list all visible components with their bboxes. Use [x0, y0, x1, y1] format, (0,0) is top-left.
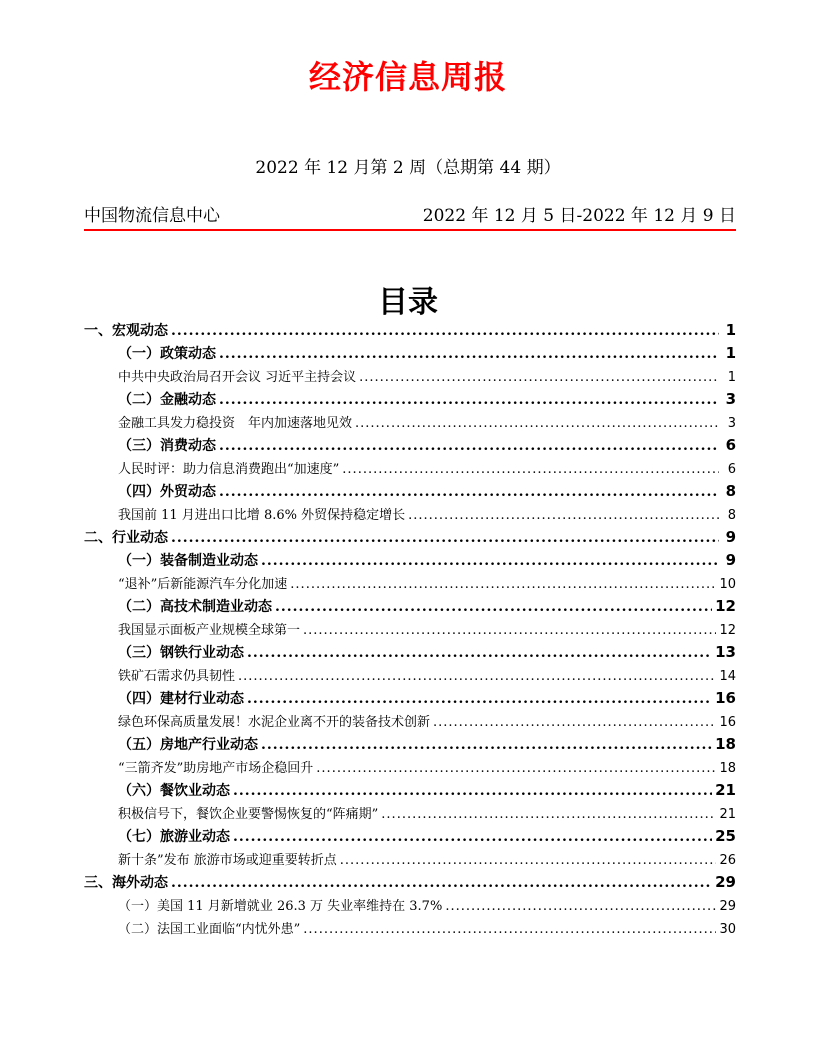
toc-dot-leader — [433, 715, 716, 730]
info-bar — [84, 201, 736, 231]
toc-entry-text: “三箭齐发”助房地产市场企稳回升 — [118, 761, 314, 776]
toc-entry[interactable] — [84, 435, 736, 458]
toc-entry[interactable] — [84, 665, 736, 688]
toc-page-number: 6 — [727, 462, 736, 477]
masthead-title: 经济信息周报 — [308, 58, 507, 96]
toc-dot-leader — [247, 691, 712, 707]
toc-page-number: 14 — [719, 669, 736, 684]
toc-entry[interactable] — [84, 711, 736, 734]
toc-entry-text: （四）外贸动态 — [118, 484, 216, 500]
toc-page-number: 18 — [715, 735, 736, 753]
toc-entry-text: “退补”后新能源汽车分化加速 — [118, 577, 288, 592]
toc-page-number: 30 — [719, 922, 736, 937]
toc-entry[interactable] — [84, 849, 736, 872]
toc-entry[interactable] — [84, 757, 736, 780]
toc-entry-text: 我国前 11 月进出口比增 8.6% 外贸保持稳定增长 — [118, 508, 406, 523]
toc-page-number: 21 — [719, 807, 736, 822]
toc-entry[interactable] — [84, 366, 736, 389]
toc-page-number: 12 — [719, 623, 736, 638]
toc-entry-text: 我国显示面板产业规模全球第一 — [118, 623, 301, 638]
toc-dot-leader — [261, 553, 719, 569]
toc-dot-leader — [233, 783, 712, 799]
toc-entry-text: 积极信号下，餐饮企业要警惕恢复的“阵痛期” — [118, 807, 379, 822]
toc-entry-text: 中共中央政治局召开会议 习近平主持会议 — [118, 370, 357, 385]
toc-entry[interactable] — [84, 642, 736, 665]
toc-dot-leader — [408, 508, 719, 523]
toc-dot-leader — [355, 416, 719, 431]
toc-page-number: 1 — [727, 370, 736, 385]
toc-page-number: 10 — [719, 577, 736, 592]
toc-title: 目录 — [378, 285, 438, 320]
toc-entry-text: （四）建材行业动态 — [118, 691, 244, 707]
toc-page-number: 25 — [715, 827, 736, 845]
toc-entry[interactable] — [84, 389, 736, 412]
toc-dot-leader — [219, 438, 719, 454]
toc-entry[interactable] — [84, 573, 736, 596]
toc-entry-text: （一）装备制造业动态 — [118, 553, 258, 569]
publisher-name: 中国物流信息中心 — [84, 206, 220, 226]
toc-entry[interactable] — [84, 596, 736, 619]
toc-page-number: 3 — [725, 390, 736, 408]
toc-entry[interactable] — [84, 895, 736, 918]
table-of-contents — [84, 320, 736, 941]
toc-entry-text: （七）旅游业动态 — [118, 829, 230, 845]
toc-entry-text: 三、海外动态 — [84, 875, 168, 891]
toc-entry[interactable] — [84, 343, 736, 366]
toc-page-number: 8 — [727, 508, 736, 523]
toc-dot-leader — [381, 807, 716, 822]
toc-entry-text: （五）房地产行业动态 — [118, 737, 258, 753]
toc-entry[interactable] — [84, 550, 736, 573]
toc-entry[interactable] — [84, 481, 736, 504]
toc-dot-leader — [219, 392, 719, 408]
toc-page-number: 29 — [715, 873, 736, 891]
toc-dot-leader — [219, 484, 719, 500]
toc-dot-leader — [290, 577, 716, 592]
toc-dot-leader — [219, 346, 719, 362]
toc-entry-text: 一、宏观动态 — [84, 323, 168, 339]
toc-entry-text: （二）高技术制造业动态 — [118, 599, 272, 615]
toc-dot-leader — [238, 669, 716, 684]
toc-dot-leader — [342, 462, 719, 477]
toc-page-number: 16 — [715, 689, 736, 707]
toc-page-number: 16 — [719, 715, 736, 730]
toc-page-number: 13 — [715, 643, 736, 661]
toc-page-number: 8 — [725, 482, 736, 500]
toc-page-number: 9 — [725, 528, 736, 546]
toc-entry-text: （三）钢铁行业动态 — [118, 645, 244, 661]
toc-page-number: 1 — [725, 344, 736, 362]
toc-entry[interactable] — [84, 872, 736, 895]
toc-dot-leader — [171, 323, 719, 339]
toc-dot-leader — [171, 530, 719, 546]
toc-page-number: 12 — [715, 597, 736, 615]
toc-dot-leader — [303, 623, 716, 638]
toc-entry-text: 人民时评：助力信息消费跑出“加速度” — [118, 462, 340, 477]
toc-entry[interactable] — [84, 780, 736, 803]
issue-label: 2022 年 12 月第 2 周（总期第 44 期） — [255, 158, 561, 178]
toc-page-number: 1 — [725, 321, 736, 339]
toc-entry[interactable] — [84, 688, 736, 711]
toc-dot-leader — [303, 922, 716, 937]
toc-entry-text: （二）金融动态 — [118, 392, 216, 408]
toc-dot-leader — [233, 829, 712, 845]
toc-entry[interactable] — [84, 619, 736, 642]
toc-entry-text: 新十条”发布 旅游市场或迎重要转折点 — [118, 853, 337, 868]
toc-page-number: 29 — [719, 899, 736, 914]
toc-page-number: 3 — [727, 416, 736, 431]
toc-dot-leader — [171, 875, 712, 891]
toc-entry[interactable] — [84, 826, 736, 849]
toc-entry[interactable] — [84, 918, 736, 941]
toc-page-number: 9 — [725, 551, 736, 569]
toc-entry-text: （二）法国工业面临“内忧外患” — [118, 922, 301, 937]
toc-entry[interactable] — [84, 412, 736, 435]
toc-page-number: 26 — [719, 853, 736, 868]
toc-entry-text: （一）美国 11 月新增就业 26.3 万 失业率维持在 3.7% — [118, 899, 443, 914]
toc-entry[interactable] — [84, 734, 736, 757]
toc-dot-leader — [340, 853, 717, 868]
toc-entry[interactable] — [84, 803, 736, 826]
toc-dot-leader — [359, 370, 719, 385]
toc-entry-text: （六）餐饮业动态 — [118, 783, 230, 799]
toc-entry-text: 二、行业动态 — [84, 530, 168, 546]
toc-dot-leader — [275, 599, 712, 615]
toc-entry[interactable] — [84, 504, 736, 527]
toc-entry-text: （一）政策动态 — [118, 346, 216, 362]
toc-page-number: 18 — [719, 761, 736, 776]
toc-page-number: 6 — [725, 436, 736, 454]
toc-entry-text: 铁矿石需求仍具韧性 — [118, 669, 236, 684]
toc-entry[interactable] — [84, 320, 736, 343]
toc-dot-leader — [445, 899, 716, 914]
toc-entry[interactable] — [84, 458, 736, 481]
toc-dot-leader — [247, 645, 712, 661]
date-range: 2022 年 12 月 5 日-2022 年 12 月 9 日 — [422, 206, 736, 226]
toc-entry-text: （三）消费动态 — [118, 438, 216, 454]
toc-entry-text: 金融工具发力稳投资 年内加速落地见效 — [118, 416, 353, 431]
toc-page-number: 21 — [715, 781, 736, 799]
toc-entry[interactable] — [84, 527, 736, 550]
toc-dot-leader — [316, 761, 716, 776]
toc-entry-text: 绿色环保高质量发展！水泥企业离不开的装备技术创新 — [118, 715, 431, 730]
toc-dot-leader — [261, 737, 712, 753]
